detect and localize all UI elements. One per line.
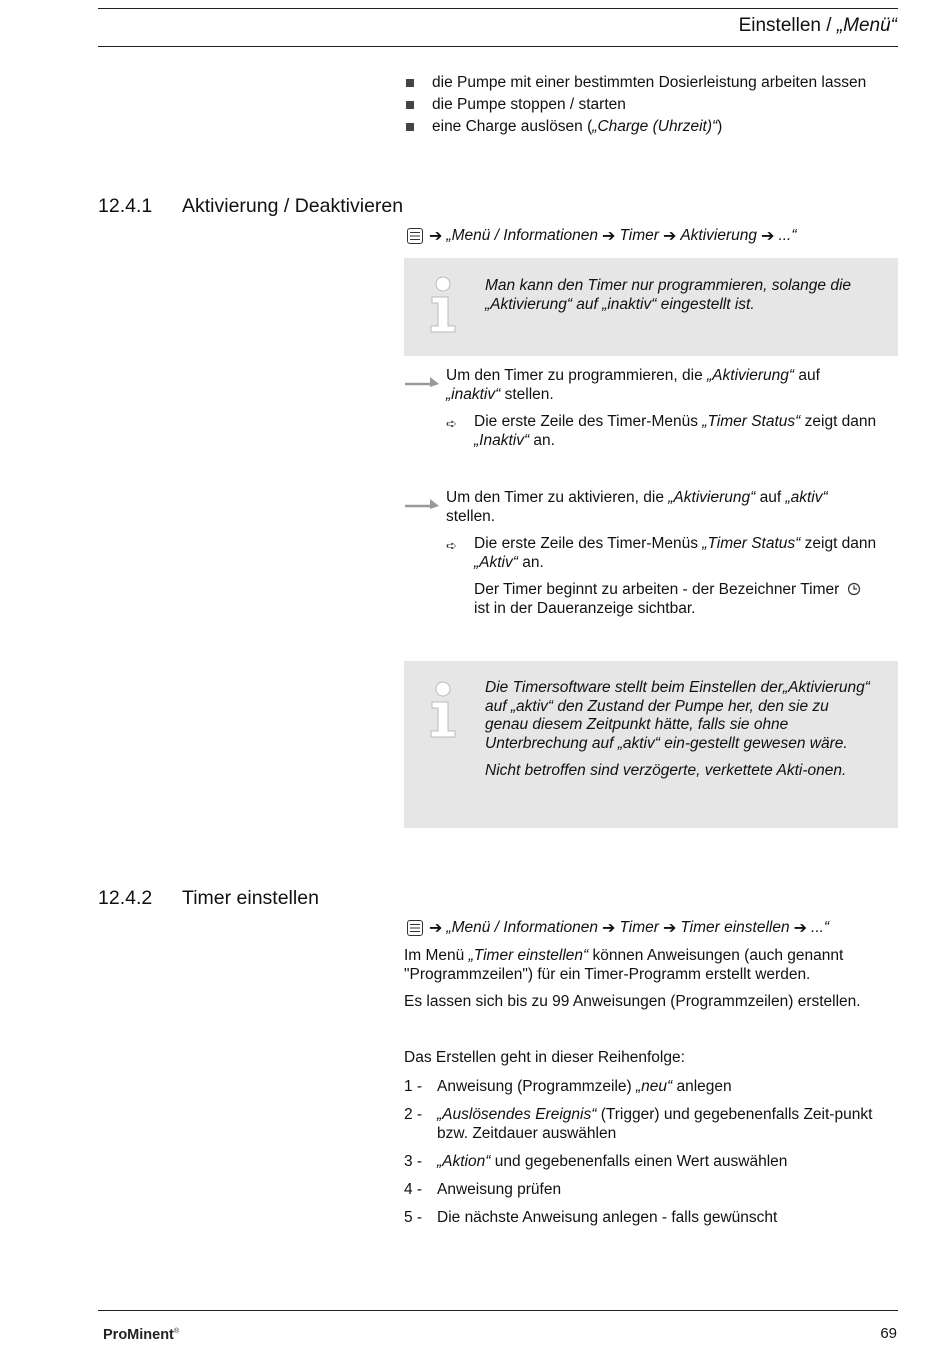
paragraph: Im Menü „Timer einstellen“ können Anweisungen (auch genannt "Programmzeilen") für ein Timer-Programm erstellt werden. xyxy=(404,947,844,983)
section-title: Aktivierung / Deaktivieren xyxy=(182,195,404,217)
paragraph: Das Erstellen geht in dieser Reihenfolge: xyxy=(404,1049,685,1066)
info-text: Man kann den Timer nur programmieren, solange die „Aktivierung“ auf „inaktiv“ eingestellt ist. xyxy=(485,277,852,313)
section-title: Timer einstellen xyxy=(182,887,319,909)
arrow-right-icon: ➔ xyxy=(429,920,443,937)
list-item: eine Charge auslösen („Charge (Uhrzeit)“) xyxy=(404,116,866,138)
list-item: 1 - Anweisung (Programmzeile) „neu“ anlegen xyxy=(404,1078,732,1095)
menu-path: ➔ „Menü / Informationen ➔ Timer ➔ Aktivierung ➔ ...“ xyxy=(407,226,797,246)
info-box xyxy=(404,661,898,828)
list-item: 2 - „Auslösendes Ereignis“ (Trigger) und gegebenenfalls Zeit-punkt bzw. Zeitdauer auswählen xyxy=(404,1106,873,1142)
step-arrow-icon xyxy=(404,496,440,510)
page-header-title: Einstellen / „Menü“ xyxy=(738,15,897,36)
step-result: ➪ Die erste Zeile des Timer-Menüs „Timer Status“ zeigt dann „Inaktiv“ an. xyxy=(446,413,877,449)
list-item: die Pumpe stoppen / starten xyxy=(404,94,866,116)
arrow-right-icon: ➔ xyxy=(761,228,775,245)
ordered-steps-list xyxy=(404,1078,898,1237)
arrow-right-icon: ➔ xyxy=(602,228,616,245)
intro-bullet-list xyxy=(404,72,866,138)
clock-icon xyxy=(847,582,861,596)
arrow-right-icon: ➔ xyxy=(429,228,443,245)
section-number: 12.4.2 xyxy=(98,887,153,909)
info-icon xyxy=(426,276,460,336)
header-rule-bottom xyxy=(98,46,898,47)
arrow-right-icon: ➔ xyxy=(662,920,677,937)
step-text: Um den Timer zu aktivieren, die „Aktivierung“ auf „aktiv“ stellen. xyxy=(446,489,828,525)
arrow-right-icon: ➔ xyxy=(662,228,677,245)
info-text: Die Timersoftware stellt beim Einstellen der„Aktivierung“ auf „aktiv“ den Zustand der Pumpe her, den sie zu genau diesem Zeitpunkt hätte, falls sie ohne Unterbrechung auf „aktiv“ ein-gestellt gewesen wäre. Nicht betroffen sind verzögerte, verkettete Akti-onen. xyxy=(485,679,870,779)
instruction-step xyxy=(404,367,884,457)
instruction-step xyxy=(404,489,884,629)
paragraph: Es lassen sich bis zu 99 Anweisungen (Programmzeilen) erstellen. xyxy=(404,993,861,1010)
footer-rule xyxy=(98,1310,898,1311)
arrow-right-icon: ➔ xyxy=(793,920,808,937)
section-number: 12.4.1 xyxy=(98,195,153,217)
list-item: die Pumpe mit einer bestimmten Dosierleistung arbeiten lassen xyxy=(404,72,866,94)
arrow-right-icon: ➔ xyxy=(602,920,616,937)
step-result: ➪ Die erste Zeile des Timer-Menüs „Timer Status“ zeigt dann „Aktiv“ an. Der Timer beginnt zu arbeiten - der Bezeichner Timer ist in der Daueranzeige sichtbar. xyxy=(446,535,877,617)
header-rule-top xyxy=(98,8,898,9)
result-arrow-icon: ➪ xyxy=(446,416,457,431)
info-box xyxy=(404,258,898,356)
menu-path: ➔ „Menü / Informationen ➔ Timer ➔ Timer einstellen ➔ ...“ xyxy=(407,918,829,938)
list-item: 5 - Die nächste Anweisung anlegen - falls gewünscht xyxy=(404,1208,778,1226)
result-arrow-icon: ➪ xyxy=(446,538,457,553)
menu-icon xyxy=(407,920,423,936)
step-text: Um den Timer zu programmieren, die „Aktivierung“ auf „inaktiv“ stellen. xyxy=(446,367,820,403)
list-item: 3 - „Aktion“ und gegebenenfalls einen Wert auswählen xyxy=(404,1152,788,1170)
prominent-logo: ProMinent® xyxy=(103,1327,180,1343)
step-arrow-icon xyxy=(404,374,440,388)
menu-icon xyxy=(407,228,423,244)
page-number: 69 xyxy=(880,1325,897,1342)
info-icon xyxy=(426,681,460,741)
list-item: 4 - Anweisung prüfen xyxy=(404,1180,562,1198)
